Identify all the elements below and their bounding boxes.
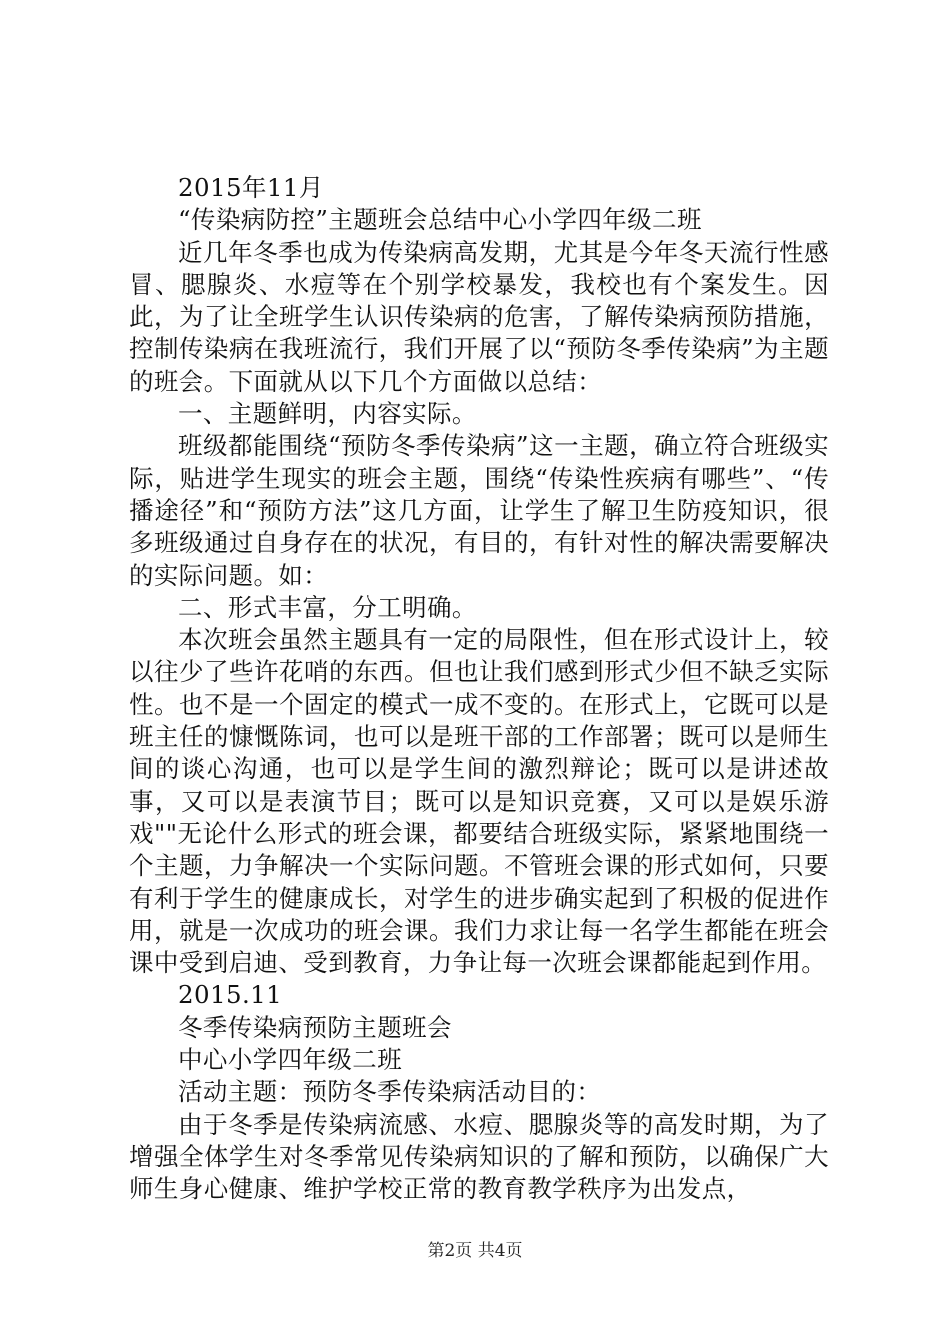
document-body <box>129 172 829 1206</box>
plan-title: 冬季传染病预防主题班会 <box>178 1012 452 1042</box>
activity-theme: 活动主题：预防冬季传染病活动目的： <box>178 1077 602 1107</box>
intro-paragraph: 近几年冬季也成为传染病高发期，尤其是今年冬天流行性感冒、腮腺炎、水痘等在个别学校暴发，我校也有个案发生。因此，为了让全班学生认识传染病的危害，了解传染病预防措施，控制传染病在我班流行，我们开展了以“预防冬季传染病”为主题的班会。下面就从以下几个方面做以总结： <box>129 237 829 396</box>
page-number-footer: 第2页 共4页 <box>427 1241 523 1261</box>
section-heading-1: 一、主题鲜明，内容实际。 <box>178 399 477 429</box>
activity-purpose-paragraph: 由于冬季是传染病流感、水痘、腮腺炎等的高发时期，为了增强全体学生对冬季常见传染病知识的了解和预防，以确保广大师生身心健康、维护学校正常的教育教学秩序为出发点， <box>129 1109 829 1204</box>
date-line: 2015年11月 <box>178 173 324 202</box>
summary-title: “传染病防控”主题班会总结中心小学四年级二班 <box>178 205 702 235</box>
section-1-paragraph: 班级都能围绕“预防冬季传染病”这一主题，确立符合班级实际，贴进学生现实的班会主题，围绕“传染性疾病有哪些”、“传播途径”和“预防方法”这几方面，让学生了解卫生防疫知识，很多班级通过自身存在的状况，有目的，有针对性的解决需要解决的实际问题。如： <box>129 431 829 590</box>
section-heading-2: 二、形式丰富，分工明确。 <box>178 592 477 622</box>
date-line-2: 2015.11 <box>178 980 283 1010</box>
section-2-paragraph: 本次班会虽然主题具有一定的局限性，但在形式设计上，较以往少了些许花哨的东西。但也让我们感到形式少但不缺乏实际性。也不是一个固定的模式一成不变的。在形式上，它既可以是班主任的慷慨陈词，也可以是班干部的工作部署；既可以是师生间的谈心沟通，也可以是学生间的激烈辩论；既可以是讲述故事，又可以是表演节目；既可以是知识竞赛，又可以是娱乐游戏""无论什么形式的班会课，都要结合班级实际，紧紧地围绕一个主题，力争解决一个实际问题。不管班会课的形式如何，只要有利于学生的健康成长，对学生的进步确实起到了积极的促进作用，就是一次成功的班会课。我们力求让每一名学生都能在班会课中受到启迪、受到教育，力争让每一次班会课都能起到作用。 <box>129 625 829 978</box>
class-name: 中心小学四年级二班 <box>178 1045 403 1075</box>
